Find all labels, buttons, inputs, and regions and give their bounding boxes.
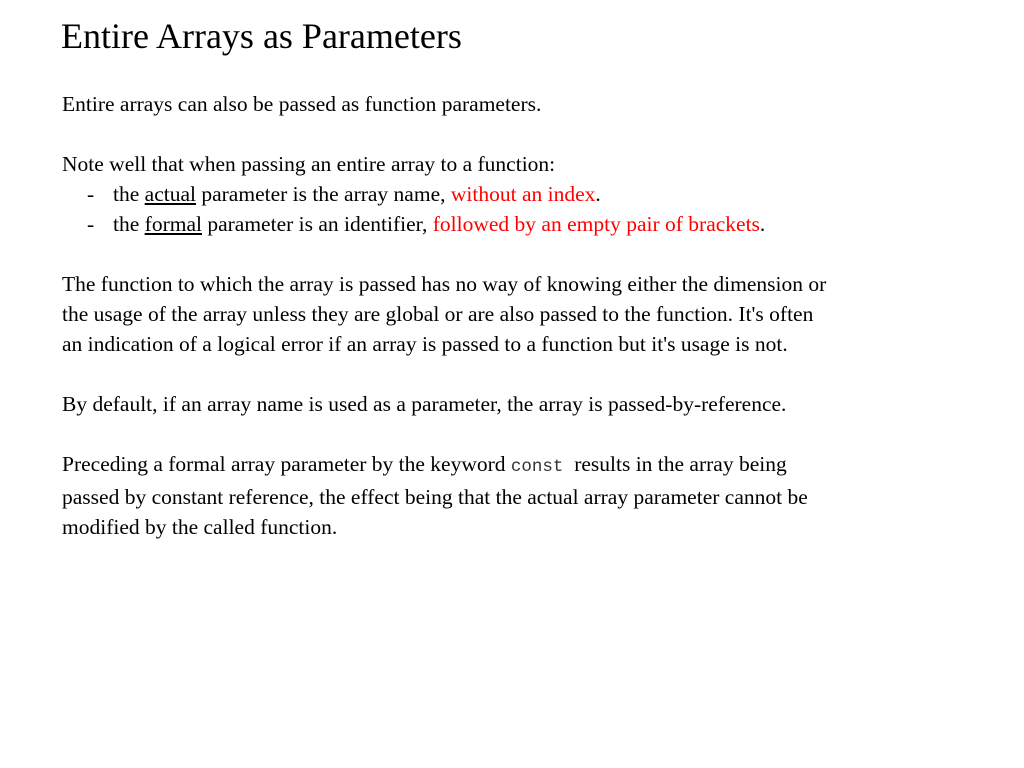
paragraph-pass-by-reference bbox=[62, 389, 1002, 419]
bullet-actual-mid: parameter is the array name, bbox=[195, 182, 451, 206]
const-pre: Preceding a formal array parameter by the keyword bbox=[62, 452, 511, 476]
paragraph-const bbox=[62, 449, 1002, 542]
bullet-actual-post: . bbox=[595, 182, 601, 206]
highlight-empty-brackets: followed by an empty pair of brackets bbox=[432, 212, 760, 236]
const-post: results in the array being bbox=[563, 452, 787, 476]
bullet-formal-pre: the bbox=[113, 212, 145, 236]
paragraph-line: the usage of the array unless they are global or are also passed to the function. It's often bbox=[62, 302, 814, 326]
highlight-without-index: without an index bbox=[450, 182, 596, 206]
note-intro: Note well that when passing an entire array to a function: bbox=[62, 152, 556, 176]
const-keyword: const bbox=[510, 457, 564, 477]
paragraph-line: By default, if an array name is used as a parameter, the array is passed-by-reference. bbox=[62, 392, 787, 416]
slide-title: Entire Arrays as Parameters bbox=[61, 16, 462, 56]
slide-body bbox=[62, 89, 1002, 572]
bullet-actual bbox=[62, 179, 1002, 209]
bullet-dash: - bbox=[87, 212, 95, 236]
paragraph-line: The function to which the array is passed has no way of knowing either the dimension or bbox=[62, 272, 827, 296]
paragraph-line: passed by constant reference, the effect being that the actual array parameter cannot be bbox=[62, 485, 808, 509]
paragraph-intro-text: Entire arrays can also be passed as function parameters. bbox=[62, 92, 542, 116]
paragraph-note bbox=[62, 149, 1002, 239]
term-formal: formal bbox=[144, 212, 202, 236]
term-actual: actual bbox=[144, 182, 196, 206]
paragraph-function-knowledge bbox=[62, 269, 1002, 359]
paragraph-line: modified by the called function. bbox=[62, 515, 338, 539]
bullet-dash: - bbox=[87, 182, 95, 206]
paragraph-line: an indication of a logical error if an array is passed to a function but it's usage is not. bbox=[62, 332, 788, 356]
paragraph-intro bbox=[62, 89, 1002, 119]
paragraph-line bbox=[62, 449, 1002, 482]
bullet-formal-post: . bbox=[759, 212, 766, 236]
bullet-formal-mid: parameter is an identifier, bbox=[201, 212, 433, 236]
bullet-formal bbox=[62, 209, 1002, 239]
bullet-actual-pre: the bbox=[113, 182, 145, 206]
